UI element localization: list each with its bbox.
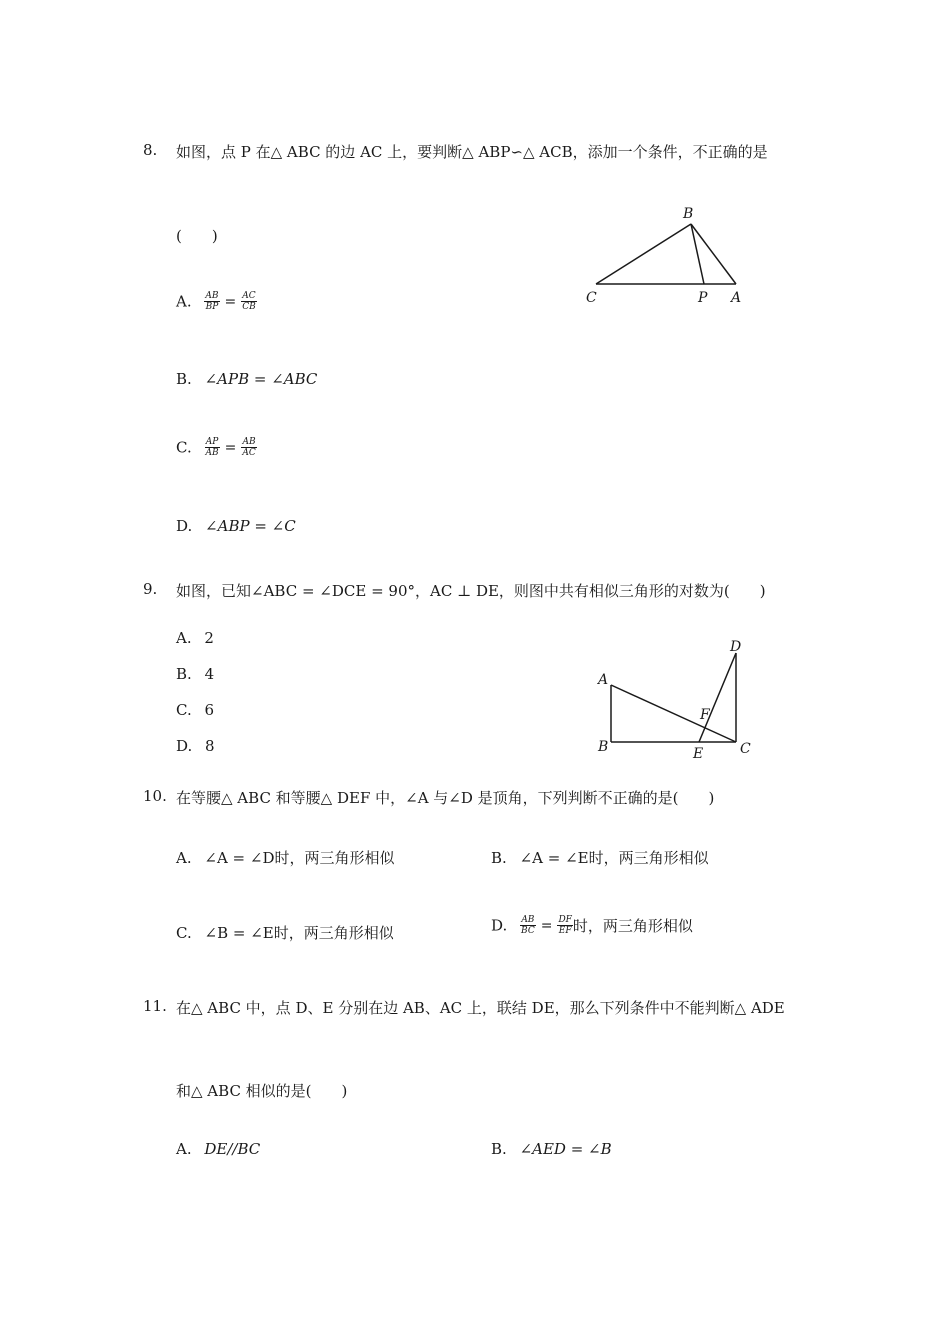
q9-option-c[interactable]: [176, 701, 214, 719]
q8-option-c-label: C.: [176, 438, 192, 457]
q8-label-p: P: [698, 290, 708, 306]
q8-option-d-label: D.: [176, 517, 193, 535]
q8-option-a-rhs-fraction: $\frac{AC}{CB}$: [242, 291, 256, 312]
q9-label-e: E: [693, 746, 704, 762]
q9-segment-de: [699, 653, 736, 742]
q11-option-a[interactable]: [176, 1140, 260, 1158]
q10-option-d-rhs-fraction: $\frac{DF}{EF}$: [558, 915, 572, 936]
q8-number: 8.: [143, 141, 158, 159]
q8-label-b: B: [683, 206, 694, 222]
q9-label-c: C: [740, 741, 751, 757]
q8-option-c-lhs-fraction: $\frac{AP}{AB}$: [205, 437, 219, 458]
q9-label-d: D: [730, 639, 742, 655]
q9-option-b-value: 4: [204, 665, 215, 683]
q8-triangle-figure: [580, 200, 760, 310]
q9-option-b-label: B.: [176, 665, 192, 683]
q9-option-b[interactable]: [176, 665, 214, 683]
q8-side-cb: [596, 224, 691, 284]
q11-stem-line2: 和△ ABC 相似的是( ): [176, 1082, 348, 1100]
q9-side-ac: [611, 685, 736, 742]
q10-option-b-text: ∠A = ∠E时，两三角形相似: [519, 849, 709, 867]
q11-option-a-label: A.: [176, 1140, 192, 1158]
q10-option-c[interactable]: [176, 922, 394, 943]
q8-option-a-lhs-fraction: $\frac{AB}{BP}$: [205, 291, 219, 312]
q10-option-b[interactable]: [491, 847, 709, 868]
q9-option-d-value: 8: [205, 737, 215, 755]
q8-paren: ( ): [176, 227, 218, 245]
q11-option-a-text: DE//BC: [204, 1140, 261, 1158]
q11-stem-line1: 在△ ABC 中，点 D、E 分别在边 AB、AC 上，联结 DE，那么下列条件中不能判断△ ADE: [176, 999, 785, 1017]
q9-label-f: F: [700, 707, 710, 723]
q10-option-d[interactable]: D. $\frac{AB}{BC}$ = $\frac{DF}{EF}$ 时，两三角形相似: [491, 915, 693, 936]
q8-option-d-text: ∠ABP = ∠C: [205, 517, 296, 535]
q11-option-b-text: ∠AED = ∠B: [519, 1140, 612, 1158]
q9-label-a: A: [598, 672, 609, 688]
q10-option-a[interactable]: [176, 847, 395, 868]
q10-number: 10.: [143, 787, 167, 805]
q8-option-c[interactable]: C. $\frac{AP}{AB}$ = $\frac{AB}{AC}$: [176, 437, 256, 458]
q8-option-b-label: B.: [176, 370, 192, 388]
q8-label-a: A: [731, 290, 742, 306]
q10-option-d-lhs-fraction: $\frac{AB}{BC}$: [521, 915, 535, 936]
q9-option-c-value: 6: [204, 701, 215, 719]
q8-option-b[interactable]: [176, 370, 317, 388]
q9-option-c-label: C.: [176, 701, 192, 719]
q10-option-d-suffix: 时，两三角形相似: [572, 917, 693, 935]
q8-label-c: C: [586, 290, 597, 306]
q9-number: 9.: [143, 580, 158, 598]
q10-option-c-label: C.: [176, 924, 192, 942]
q11-number: 11.: [143, 997, 167, 1015]
q8-option-b-text: ∠APB = ∠ABC: [204, 370, 318, 388]
q9-option-a-value: 2: [204, 629, 214, 647]
q8-option-a[interactable]: A. $\frac{AB}{BP}$ = $\frac{AC}{CB}$: [176, 291, 256, 312]
q8-stem: 如图，点 P 在△ ABC 的边 AC 上，要判断△ ABP∽△ ACB，添加一个条件，不正确的是: [176, 143, 768, 161]
q9-option-a[interactable]: [176, 629, 214, 647]
q9-label-b: B: [598, 739, 609, 755]
q8-option-a-label: A.: [176, 292, 192, 311]
q9-option-d-label: D.: [176, 737, 193, 755]
q10-option-a-text: ∠A = ∠D时，两三角形相似: [204, 849, 395, 867]
q10-option-c-text: ∠B = ∠E时，两三角形相似: [204, 924, 394, 942]
q9-stem: 如图，已知∠ABC = ∠DCE = 90°，AC ⊥ DE，则图中共有相似三角形的对数为( ): [176, 582, 766, 600]
q9-triangle-figure: [590, 635, 760, 765]
q8-option-d[interactable]: [176, 517, 296, 535]
q10-option-a-label: A.: [176, 849, 192, 867]
q10-option-b-label: B.: [491, 849, 507, 867]
q10-stem: 在等腰△ ABC 和等腰△ DEF 中，∠A 与∠D 是顶角，下列判断不正确的是( ): [176, 789, 715, 807]
q9-option-a-label: A.: [176, 629, 192, 647]
q8-option-c-rhs-fraction: $\frac{AB}{AC}$: [242, 437, 256, 458]
q10-option-d-label: D.: [491, 916, 508, 935]
q11-option-b[interactable]: [491, 1140, 612, 1158]
q11-option-b-label: B.: [491, 1140, 507, 1158]
q9-option-d[interactable]: [176, 737, 215, 755]
